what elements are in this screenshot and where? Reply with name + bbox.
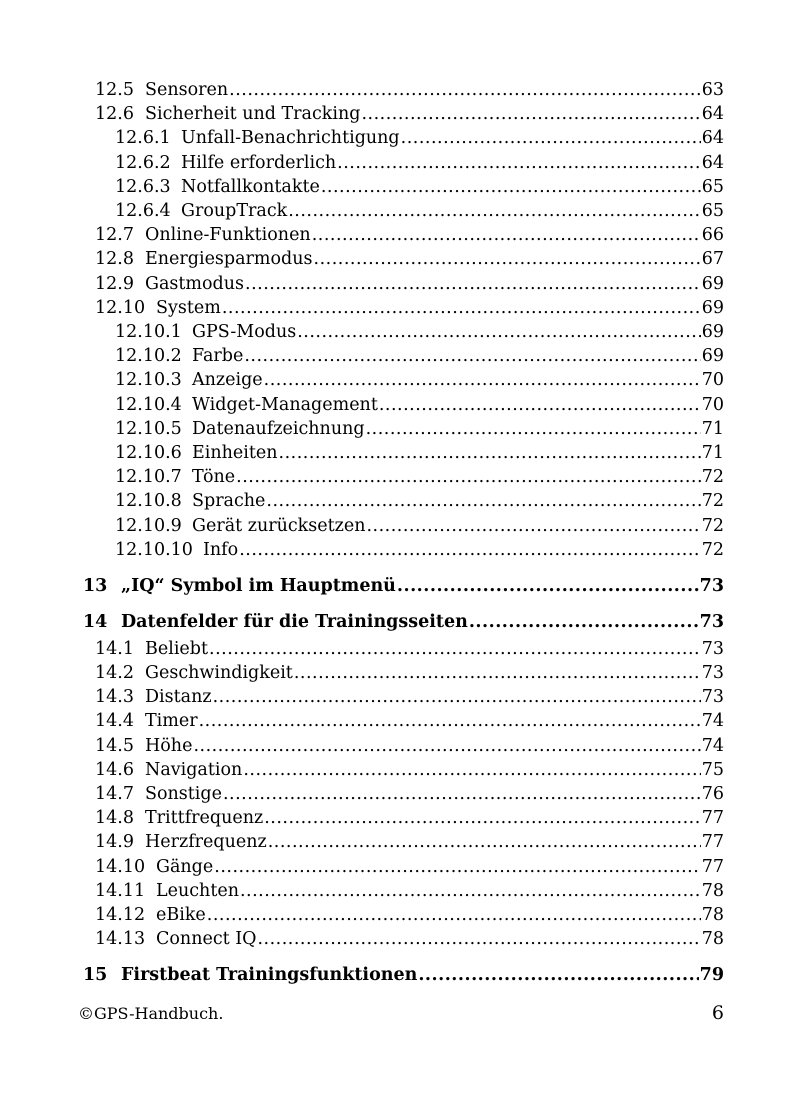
dot-leader xyxy=(213,685,701,709)
toc-entry-title: Timer xyxy=(145,711,198,732)
dot-leader xyxy=(288,199,700,223)
dot-leader xyxy=(361,102,700,126)
dot-leader xyxy=(222,296,701,320)
toc-entry-title: Gänge xyxy=(156,856,214,877)
footer-copyright: ©GPS-Handbuch. xyxy=(78,1004,224,1023)
toc-entry[interactable] xyxy=(95,296,724,320)
toc-entry[interactable] xyxy=(95,102,724,126)
toc-entry-title: Farbe xyxy=(192,346,244,367)
toc-entry[interactable] xyxy=(115,151,724,175)
toc-entry-title: Firstbeat Trainingsfunktionen xyxy=(121,965,418,986)
toc-entry-number: 14.10 xyxy=(95,856,146,877)
toc-entry-page: 76 xyxy=(701,784,724,804)
toc-entry[interactable] xyxy=(95,855,724,879)
toc-entry-number: 12.10.1 xyxy=(115,322,182,342)
toc-entry-number: 12.10.3 xyxy=(115,370,182,391)
toc-entry-number: 12.5 xyxy=(95,80,134,100)
dot-leader xyxy=(257,927,700,951)
toc-entry-number: 14.4 xyxy=(95,711,134,732)
toc-entry[interactable] xyxy=(115,344,724,368)
dot-leader xyxy=(229,78,701,102)
dot-leader xyxy=(207,903,701,927)
toc-entry-number: 12.10.6 xyxy=(115,443,182,463)
dot-leader xyxy=(244,344,700,368)
toc-entry-title: Anzeige xyxy=(192,370,263,391)
dot-leader xyxy=(223,782,701,806)
toc-entry-page: 78 xyxy=(701,880,724,901)
toc-entry-number: 14.6 xyxy=(95,759,134,780)
dot-leader xyxy=(366,514,700,538)
toc-entry[interactable] xyxy=(95,734,724,758)
toc-entry[interactable] xyxy=(115,368,724,392)
footer-page-number: 6 xyxy=(711,1002,724,1024)
toc-entry[interactable] xyxy=(95,927,724,951)
dot-leader xyxy=(297,320,701,344)
toc-entry-page: 77 xyxy=(701,856,724,877)
toc-entry[interactable] xyxy=(95,806,724,830)
toc-entry-number: 12.10.7 xyxy=(115,467,182,488)
toc-entry-title: Höhe xyxy=(145,735,193,756)
dot-leader xyxy=(199,709,701,733)
toc-entry-title: „IQ“ Symbol im Hauptmenü xyxy=(121,575,396,596)
toc-entry-number: 14.9 xyxy=(95,832,134,853)
dot-leader xyxy=(209,637,701,661)
toc-entry-title: Leuchten xyxy=(156,880,239,901)
dot-leader xyxy=(264,368,701,392)
toc-entry[interactable] xyxy=(95,879,724,903)
toc-entry-number: 14.3 xyxy=(95,687,134,708)
toc-entry-number: 14.13 xyxy=(95,929,146,950)
toc-entry-page: 64 xyxy=(701,104,724,125)
toc-entry[interactable] xyxy=(95,709,724,733)
toc-entry-title: Gastmodus xyxy=(145,273,245,294)
toc-entry[interactable] xyxy=(115,441,724,465)
toc-entry-page: 69 xyxy=(701,346,724,367)
toc-entry-number: 12.7 xyxy=(95,225,134,246)
toc-entry[interactable] xyxy=(115,126,724,150)
toc-entry-title: Datenaufzeichnung xyxy=(192,418,365,439)
toc-entry-number: 12.10.5 xyxy=(115,418,182,439)
toc-entry-page: 71 xyxy=(701,443,724,463)
toc-entry[interactable] xyxy=(95,782,724,806)
dot-leader xyxy=(379,393,701,417)
toc-entry-number: 12.6.3 xyxy=(115,176,171,197)
toc-entry[interactable] xyxy=(95,78,724,102)
toc-entry-page: 66 xyxy=(701,225,724,246)
toc-entry-number: 14.12 xyxy=(95,905,146,925)
toc-entry-page: 79 xyxy=(699,965,724,986)
toc-entry-title: Online-Funktionen xyxy=(145,225,311,246)
toc-entry-title: Sensoren xyxy=(145,80,229,100)
toc-entry[interactable] xyxy=(95,758,724,782)
toc-entry-title: Navigation xyxy=(145,759,243,780)
toc-entry[interactable] xyxy=(95,661,724,685)
toc-entry-title: Datenfelder für die Trainingsseiten xyxy=(121,611,468,632)
toc-entry[interactable] xyxy=(115,320,724,344)
toc-entry[interactable] xyxy=(115,514,724,538)
toc-entry[interactable] xyxy=(95,903,724,927)
dot-leader xyxy=(239,538,701,562)
toc-entry-page: 72 xyxy=(701,467,724,488)
toc-entry-page: 73 xyxy=(701,638,724,659)
toc-entry-page: 65 xyxy=(701,176,724,197)
toc-entry-page: 78 xyxy=(701,905,724,925)
toc-entry[interactable] xyxy=(95,830,724,854)
toc-entry[interactable] xyxy=(95,247,724,271)
toc-entry-number: 14.1 xyxy=(95,638,134,659)
toc-entry-title: Sicherheit und Tracking xyxy=(145,104,361,125)
toc-entry-title: GroupTrack xyxy=(181,201,288,221)
toc-entry-page: 69 xyxy=(701,322,724,342)
toc-entry-page: 69 xyxy=(701,273,724,294)
toc-entry-title: Einheiten xyxy=(192,443,278,463)
toc-entry-page: 67 xyxy=(701,249,724,270)
toc-entry-title: Distanz xyxy=(145,687,212,708)
dot-leader xyxy=(312,223,701,247)
toc-entry-number: 14.8 xyxy=(95,808,134,829)
toc-entry-title: Geschwindigkeit xyxy=(145,663,293,683)
toc-entry-number: 14.7 xyxy=(95,784,134,804)
dot-leader xyxy=(418,963,698,987)
toc-entry-number: 12.10.10 xyxy=(115,539,193,560)
toc-entry[interactable] xyxy=(115,199,724,223)
toc-entry-number: 14 xyxy=(83,611,108,632)
toc-entry-title: Connect IQ xyxy=(156,929,257,950)
toc-entry-number: 14.2 xyxy=(95,663,134,683)
toc-entry-title: Gerät zurücksetzen xyxy=(192,515,366,536)
dot-leader xyxy=(397,574,699,598)
toc-entry-page: 70 xyxy=(701,370,724,391)
toc-entry-page: 72 xyxy=(701,539,724,560)
toc-entry-title: eBike xyxy=(156,905,206,925)
toc-entry-title: Hilfe erforderlich xyxy=(181,152,337,173)
toc-entry-page: 73 xyxy=(699,575,724,596)
toc-entry-page: 78 xyxy=(701,929,724,950)
dot-leader xyxy=(469,610,699,634)
toc-entry-page: 64 xyxy=(701,128,724,149)
dot-leader xyxy=(266,489,700,513)
toc-entry[interactable] xyxy=(95,223,724,247)
toc-entry-page: 77 xyxy=(701,832,724,853)
dot-leader xyxy=(240,879,701,903)
toc-entry-number: 14.11 xyxy=(95,880,146,901)
dot-leader xyxy=(314,247,701,271)
toc-entry-number: 12.6 xyxy=(95,104,134,125)
toc-entry-number: 12.10.8 xyxy=(115,491,182,512)
dot-leader xyxy=(193,734,700,758)
toc-entry-title: Herzfrequenz xyxy=(145,832,267,853)
dot-leader xyxy=(214,855,700,879)
toc-entry-title: Notfallkontakte xyxy=(181,176,320,197)
toc-entry[interactable] xyxy=(115,417,724,441)
toc-entry-page: 65 xyxy=(701,201,724,221)
toc-entry-page: 74 xyxy=(701,711,724,732)
toc-entry-page: 69 xyxy=(701,297,724,318)
toc-entry[interactable] xyxy=(115,175,724,199)
toc-entry-title: System xyxy=(156,297,221,318)
toc-entry-number: 12.10.4 xyxy=(115,394,182,415)
toc-entry-title: Trittfrequenz xyxy=(145,808,264,829)
toc-entry-number: 12.10.2 xyxy=(115,346,182,367)
dot-leader xyxy=(279,441,701,465)
toc-entry-number: 12.9 xyxy=(95,273,134,294)
toc-entry-page: 75 xyxy=(701,759,724,780)
toc-entry-number: 12.6.2 xyxy=(115,152,171,173)
toc-entry-title: Unfall-Benachrichtigung xyxy=(181,128,400,149)
toc-entry-number: 12.8 xyxy=(95,249,134,270)
toc-entry-page: 70 xyxy=(701,394,724,415)
toc-entry-page: 71 xyxy=(701,418,724,439)
toc-entry[interactable] xyxy=(115,465,724,489)
toc-entry-number: 12.10 xyxy=(95,297,146,318)
toc-entry[interactable] xyxy=(115,538,724,562)
dot-leader xyxy=(401,126,701,150)
toc-entry-title: Energiesparmodus xyxy=(145,249,313,270)
toc-entry[interactable] xyxy=(95,637,724,661)
toc-entry-number: 13 xyxy=(83,575,108,596)
toc-chapter-entry[interactable] xyxy=(83,963,724,987)
toc-entry-number: 12.6.1 xyxy=(115,128,171,149)
dot-leader xyxy=(236,465,701,489)
dot-leader xyxy=(294,661,701,685)
toc-entry-title: Beliebt xyxy=(145,638,209,659)
toc-entry-number: 12.10.9 xyxy=(115,515,182,536)
toc-entry-number: 14.5 xyxy=(95,735,134,756)
toc-entry[interactable] xyxy=(115,393,724,417)
toc-entry-page: 72 xyxy=(701,491,724,512)
dot-leader xyxy=(264,806,700,830)
toc-entry-title: Widget-Management xyxy=(192,394,378,415)
dot-leader xyxy=(245,272,701,296)
toc-entry-page: 64 xyxy=(701,152,724,173)
toc-chapter-entry[interactable] xyxy=(83,574,724,598)
toc-entry-page: 73 xyxy=(699,611,724,632)
dot-leader xyxy=(243,758,700,782)
toc-entry[interactable] xyxy=(95,272,724,296)
toc-entry-page: 73 xyxy=(701,663,724,683)
toc-entry[interactable] xyxy=(115,489,724,513)
dot-leader xyxy=(321,175,701,199)
dot-leader xyxy=(366,417,701,441)
toc-entry-page: 72 xyxy=(701,515,724,536)
toc-entry-page: 74 xyxy=(701,735,724,756)
toc-entry-title: Töne xyxy=(192,467,236,488)
toc-chapter-entry[interactable] xyxy=(83,610,724,634)
toc-entry[interactable] xyxy=(95,685,724,709)
toc-entry-page: 77 xyxy=(701,808,724,829)
dot-leader xyxy=(337,151,701,175)
toc-entry-title: Info xyxy=(203,539,239,560)
toc-entry-page: 73 xyxy=(701,687,724,708)
toc-entry-page: 63 xyxy=(701,80,724,100)
toc-entry-title: GPS-Modus xyxy=(192,322,297,342)
toc-entry-title: Sonstige xyxy=(145,784,222,804)
toc-entry-number: 12.6.4 xyxy=(115,201,171,221)
dot-leader xyxy=(268,830,701,854)
toc-entry-title: Sprache xyxy=(192,491,266,512)
toc-entry-number: 15 xyxy=(83,965,108,986)
